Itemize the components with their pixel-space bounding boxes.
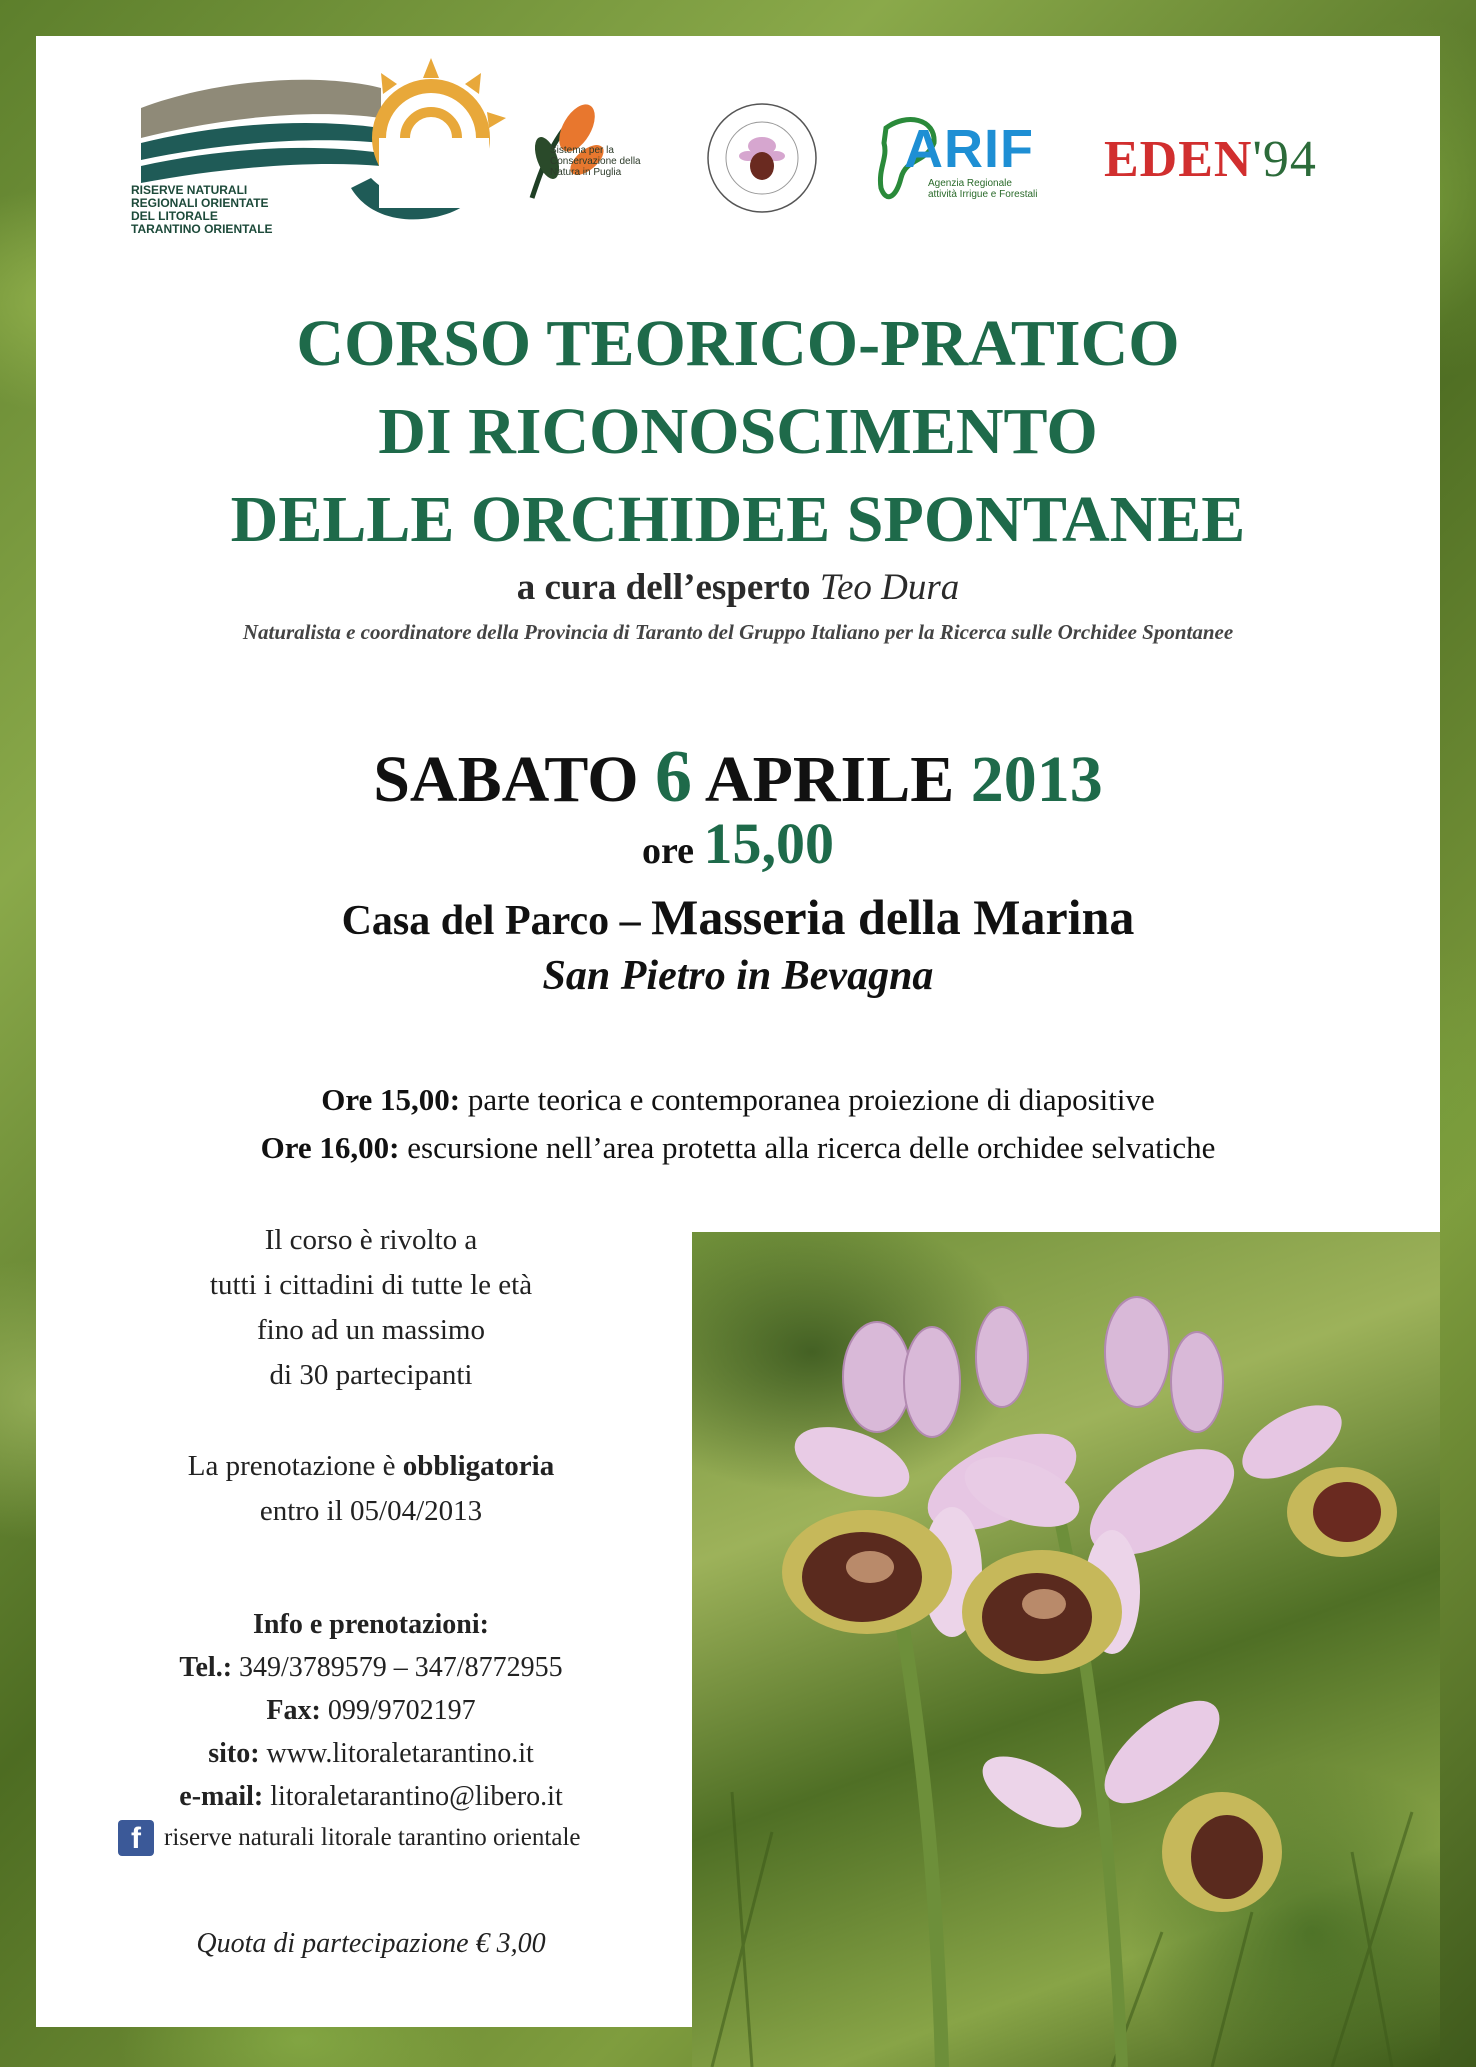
event-date: [36, 735, 1440, 820]
facebook-page-name[interactable]: riserve naturali litorale tarantino orientale: [164, 1824, 581, 1851]
riserve-logo-text: RISERVE NATURALI REGIONALI ORIENTATE DEL LITORALE TARANTINO ORIENTALE: [131, 183, 273, 236]
orchid-seal-logo: [704, 100, 820, 216]
event-venue-b: Masseria della Marina: [651, 889, 1135, 945]
site-link[interactable]: www.litoraletarantino.it: [266, 1738, 534, 1769]
eden-logo-word: EDEN: [1104, 131, 1253, 188]
eden-logo-number: '94: [1252, 131, 1317, 188]
contact-info: [36, 1603, 706, 1818]
course-title: [36, 300, 1440, 564]
title-line-3: DELLE ORCHIDEE SPONTANEE: [230, 483, 1246, 556]
event-day: 6: [655, 736, 693, 818]
site-row: [36, 1732, 706, 1775]
schedule-item: [36, 1124, 1440, 1172]
sistema-logo-text: Sistema per la Conservazione della Natura in Puglia: [550, 145, 641, 178]
course-line: tutti i cittadini di tutte le età: [209, 1269, 533, 1301]
course-line: di 30 partecipanti: [269, 1359, 473, 1391]
email-link[interactable]: litoraletarantino@libero.it: [270, 1781, 563, 1812]
event-place: San Pietro in Bevagna: [542, 953, 934, 999]
eden-logo: [1104, 130, 1317, 189]
event-weekday: SABATO: [373, 743, 639, 816]
schedule-item: [36, 1076, 1440, 1124]
course-description: [36, 1218, 706, 1398]
tel-value: 349/3789579 – 347/8772955: [239, 1652, 563, 1683]
email-row: [36, 1775, 706, 1818]
schedule-text: parte teorica e contemporanea proiezione di diapositive: [467, 1082, 1155, 1117]
booking-note: [36, 1444, 706, 1534]
title-line-2: DI RICONOSCIMENTO: [378, 395, 1098, 468]
booking-deadline: entro il 05/04/2013: [259, 1495, 483, 1527]
site-label: sito:: [208, 1738, 260, 1769]
facebook-icon[interactable]: f: [118, 1820, 154, 1856]
schedule-text: escursione nell’area protetta alla ricerca delle orchidee selvatiche: [407, 1130, 1216, 1165]
tel-row: [36, 1646, 706, 1689]
event-time: [36, 810, 1440, 877]
curator-name: Teo Dura: [819, 567, 960, 608]
event-year: 2013: [970, 743, 1103, 816]
fax-row: [36, 1689, 706, 1732]
event-time-label: ore: [641, 830, 695, 872]
fax-value: 099/9702197: [327, 1695, 476, 1726]
facebook-row[interactable]: [118, 1820, 678, 1856]
event-month: APRILE: [704, 743, 955, 816]
booking-prefix: La prenotazione è: [187, 1450, 396, 1482]
participation-fee: Quota di partecipazione € 3,00: [196, 1928, 546, 1959]
arif-logo-word: ARIF: [904, 119, 1034, 179]
schedule: [36, 1076, 1440, 1172]
title-line-1: CORSO TEORICO-PRATICO: [296, 307, 1180, 380]
course-line: fino ad un massimo: [257, 1314, 485, 1346]
arif-logo-text: Agenzia Regionale attività Irrigue e Forestali: [928, 178, 1038, 200]
orchid-illustration: [692, 1232, 1440, 2067]
schedule-time: Ore 15,00:: [321, 1082, 461, 1117]
curator-prefix: a cura dell’esperto: [516, 567, 811, 608]
curator-line: [36, 566, 1440, 609]
event-venue: [36, 888, 1440, 946]
tel-label: Tel.:: [179, 1652, 233, 1683]
schedule-time: Ore 16,00:: [260, 1130, 400, 1165]
event-venue-a: Casa del Parco –: [341, 898, 641, 944]
fax-label: Fax:: [266, 1695, 321, 1726]
course-line: Il corso è rivolto a: [264, 1224, 478, 1256]
event-time-value: 15,00: [703, 811, 835, 876]
curator-description: Naturalista e coordinatore della Provincia di Taranto del Gruppo Italiano per la Ricerca sulle Orchidee Spontanee: [242, 620, 1234, 644]
orchid-photo: [692, 1232, 1440, 2067]
email-label: e-mail:: [179, 1781, 264, 1812]
booking-required: obbligatoria: [402, 1450, 555, 1482]
booking-line-1: [36, 1444, 706, 1489]
info-heading: Info e prenotazioni:: [253, 1609, 489, 1640]
